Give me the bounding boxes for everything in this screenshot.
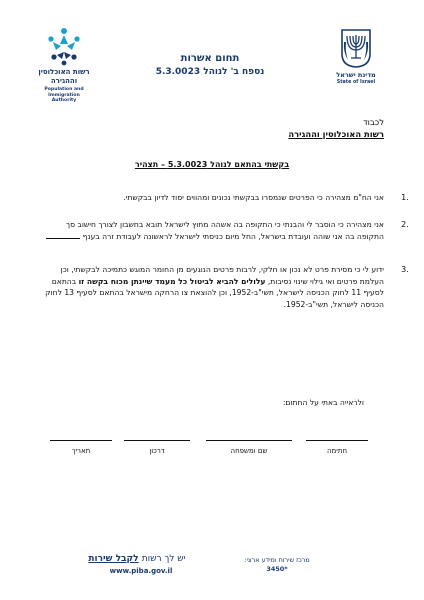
state-of-israel-logo [326,28,386,85]
header-title: תחום אשרות [180,53,240,64]
declaration-item-2 [38,219,409,242]
date-label: תאריך [71,447,91,455]
item-text: אני הח"מ מצהירה כי הפרטים שנמסרו בבקשתי נכונים ומהווים יסוד לדיון בבקשתי. [123,193,384,202]
passport-label: דרכון [149,447,165,455]
signature-intro: ולראייה באתי על החתום: [282,398,364,407]
item-text-bold: עלולים להביא לביטול כל מעמד שיינתן מכוח בקשה זו [78,276,266,286]
signature-line[interactable] [306,440,368,441]
population-authority-logo [28,26,100,104]
addressee-to: לכבוד [363,117,384,127]
passport-line[interactable] [124,440,190,441]
authority-heb-name: רשות האוכלוסין וההגירה [38,68,90,85]
header-title-block [130,52,290,78]
authority-eng-name: Population and Immigration Authority [44,87,84,103]
footer-slogan [82,554,192,564]
footer-service-center [232,556,322,574]
item-number: 1. [401,193,409,202]
name-line[interactable] [206,440,292,441]
addressee-block [288,116,384,140]
addressee-org: רשות האוכלוסין וההגירה [288,129,384,139]
item-text-b: בהתאם לסעיף 11 לחוק הכניסה לישראל, תשי"ב-1952, וכן להוצאת צו הרחקה מישראל בהתאם לסעיף 13 לחוק הכניסה לישראל, תשי"ב-1952. [45,276,384,309]
population-authority-emblem-icon [44,26,84,66]
service-center-phone: *3450 [266,565,288,573]
item-text-a: ידוע לי כי מסירת פרט לא נכון או חלקי, לרבות פרטים הנוגעים מן החומר המוגש כתמיכה לבקשתי, וכן העלמת פרטים ואי גילוי שינוי נסיבות, [60,265,384,286]
slogan-light: יש לך רשות [141,554,186,564]
declaration-item-1 [38,192,409,204]
declaration-item-3 [38,264,409,310]
menorah-emblem-icon [339,28,373,68]
document-subject: בקשתי בהתאם לנוהל 5.3.0023 – תצהיר [134,160,290,169]
item-number: 3. [401,265,409,274]
header-subtitle: נספח ב' לנוהל 5.3.0023 [155,67,265,77]
footer-url[interactable]: www.piba.gov.il [109,567,173,575]
date-line[interactable] [50,440,112,441]
item-text: אני מצהירה כי הוסבר לי והבנתי כי התקופה בה אשהה מחוץ לישראל תובא בחשבון לצורך חישוב סך התקופה בה אני שוהה ועובדת בישראל, החל מיום כניסתי לישראל לראשונה לעבודת זרה בענף [66,220,384,241]
item-number: 2. [401,220,409,229]
state-eng-name: State of Israel [336,80,376,85]
slogan-bold: לקבל שירות [88,554,139,564]
sector-blank-field[interactable] [46,231,80,239]
signature-label: חתימה [326,447,348,455]
service-center-label: מרכז שירות ומידע ארצי: [244,556,310,564]
name-label: שם ומשפחה [230,447,268,455]
state-heb-name: מדינת ישראל [336,71,376,79]
